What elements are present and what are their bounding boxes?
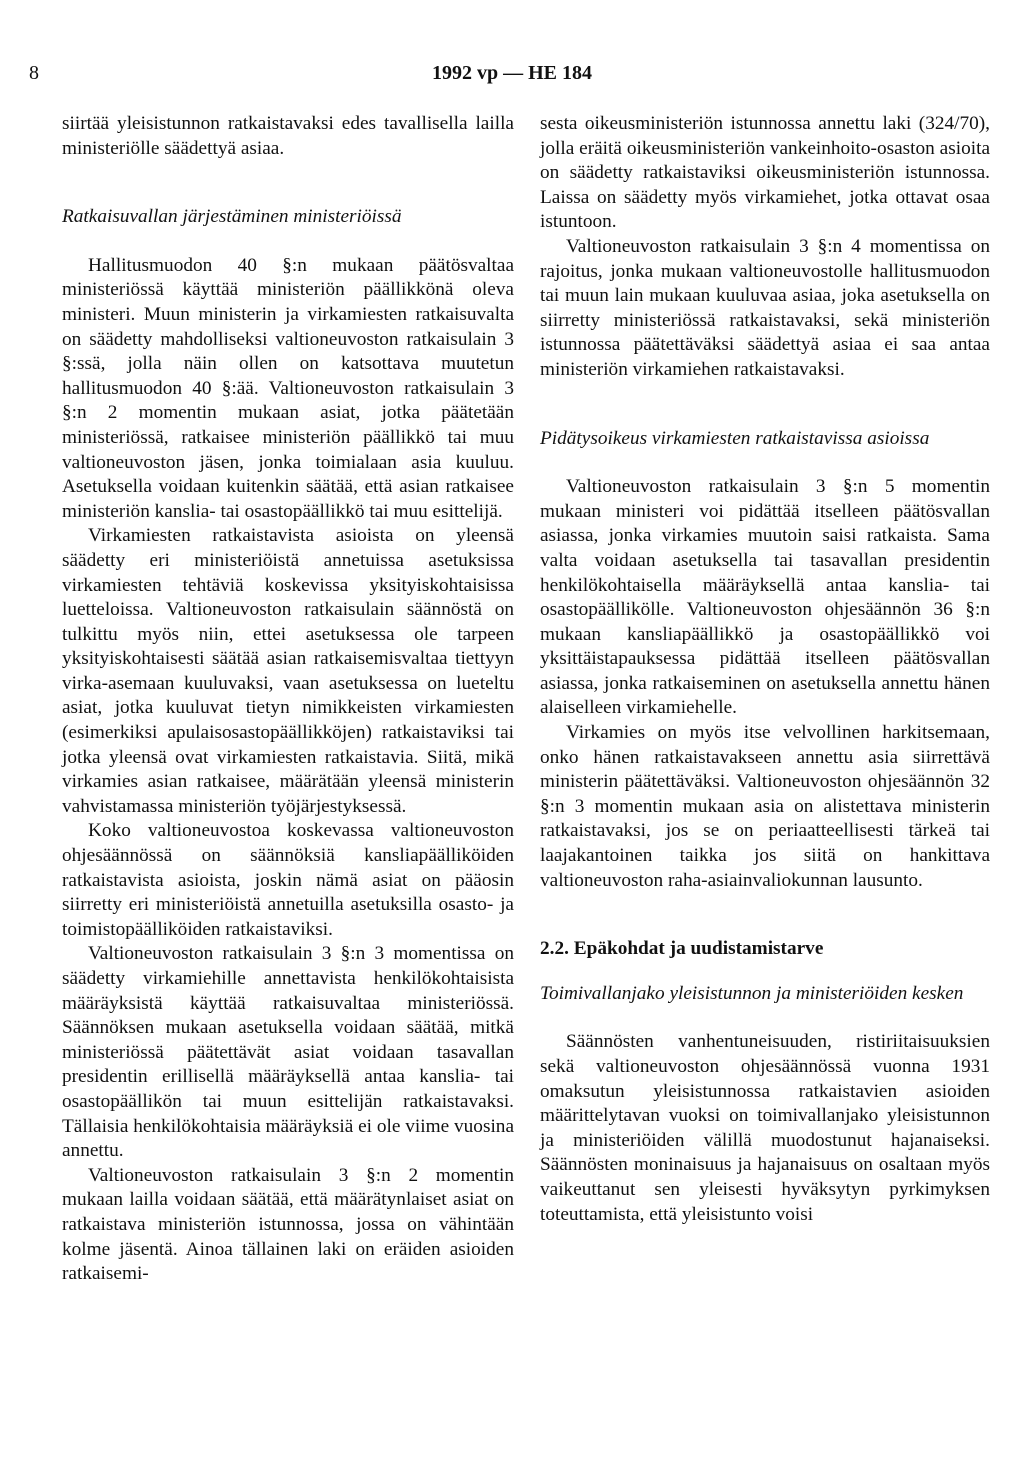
left-column <box>62 112 514 1287</box>
paragraph: Valtioneuvoston ratkaisulain 3 §:n 3 momentissa on säädetty virkamiehille annettavista henkilökohtaisista määräyksistä käyttää ratkaisuvaltaa ministeriössä. Säännöksen mukaan asetuksella voidaan säätää, mitkä ministeriössä päätettävät asiat voidaan tasavallan presidentin erillisellä määräyksellä antaa kanslia- tai osastopäällikön tai muun esittelijän ratkaistavaksi. Tällaisia henkilökohtaisia määräyksiä ei ole viime vuosina annettu. <box>62 943 514 1162</box>
paragraph: Valtioneuvoston ratkaisulain 3 §:n 5 momentin mukaan ministeri voi pidättää itselleen päätösvallan asiassa, jonka virkamies muutoin saisi ratkaista. Sama valta voidaan asetuksella tai tasavallan presidentin henkilökohtaisella määräyksellä antaa kanslia- tai osastopäällikölle. Valtioneuvoston ohjesäännön 36 §:n mukaan kansliapäällikkö ja osastopäällikkö voi yksittäistapauksessa pidättää itselleen päätösvallan asiassa, jonka ratkaiseminen on asetuksella annettu hänen alaiselleen virkamiehelle. <box>540 476 990 719</box>
running-title: 1992 vp — HE 184 <box>431 62 593 84</box>
subheading-decision-power: Ratkaisuvallan järjestäminen ministeriöissä <box>62 206 402 228</box>
section-heading: 2.2. Epäkohdat ja uudistamistarve <box>540 938 824 960</box>
paragraph: Hallitusmuodon 40 §:n mukaan päätösvaltaa ministeriössä käyttää ministeriön päällikkönä oleva ministeri. Muun ministerin ja virkamiesten ratkaisuvalta on säädetty mahdolliseksi valtioneuvoston ratkaisulain 3 §:ssä, jolla näin ollen on katsottava muutetun hallitusmuodon 40 §:ää. Valtioneuvoston ratkaisulain 3 §:n 2 momentin mukaan asiat, jotka päätetään ministeriössä, ratkaisee ministeriön päällikkö tai muu valtioneuvoston jäsen, jonka toimialaan asia kuuluu. Asetuksella voidaan kuitenkin säätää, että asian ratkaisee ministeriön kanslia- tai osastopäällikkö tai muu esittelijä. <box>62 254 514 522</box>
subheading-reservation-right: Pidätysoikeus virkamiesten ratkaistavissa asioissa <box>540 427 930 449</box>
paragraph: Valtioneuvoston ratkaisulain 3 §:n 4 momentissa on rajoitus, jonka mukaan valtioneuvostolle hallitusmuodon tai muun lain mukaan kuuluvaa asiaa, joka asetuksella on siirretty ministeriössä ratkaistavaksi, sekä ministeriön istunnossa päätettäväksi säädettyä asiaa ei saa antaa ministeriön virkamiehen ratkaistavaksi. <box>540 235 990 380</box>
page-number: 8 <box>29 62 39 84</box>
paragraph-continued: sesta oikeusministeriön istunnossa annettu laki (324/70), jolla eräitä oikeusministeriön vankeinhoito-osaston asioita on säädetty ratkaistaviksi oikeusministeriön istunnossa. Laissa on säädetty myös virkamiehet, jotka ottavat osaa istuntoon. <box>540 113 990 233</box>
paragraph: Koko valtioneuvostoa koskevassa valtioneuvoston ohjesäännössä on säännöksiä kansliapäälliköiden ratkaistavista asioista, joskin nämä asiat on pääosin siirretty eri ministeriöistä annetuilla asetuksilla osasto- ja toimistopäälliköiden ratkaistaviksi. <box>62 820 514 940</box>
paragraph: Valtioneuvoston ratkaisulain 3 §:n 2 momentin mukaan lailla voidaan säätää, että määrätynlaiset asiat on ratkaistava ministeriön istunnossa, jossa on vähintään kolme jäsentä. Ainoa tällainen laki on eräiden asioiden ratkaisemi- <box>62 1164 514 1285</box>
page-header <box>0 62 1024 92</box>
paragraph: Säännösten vanhentuneisuuden, ristiriitaisuuksien sekä valtioneuvoston ohjesäännössä vuonna 1931 omaksutun yleisistunnossa ratkaistavien asioiden määrittelytavan vuoksi on toimivallanjako yleisistunnon ja ministeriöiden välillä muodostunut hajanaiseksi. Säännösten moninaisuus ja hajanaisuus on osaltaan myös vaikeuttanut sen yleisesti hyväksytyn pyrkimyksen toteuttamista, että yleisistunto voisi <box>540 1031 990 1225</box>
subheading-division-of-power: Toimivallanjako yleisistunnon ja ministeriöiden kesken <box>540 982 964 1004</box>
paragraph-continued: siirtää yleisistunnon ratkaistavaksi edes tavallisella lailla ministeriölle säädettyä asiaa. <box>62 113 514 159</box>
right-column <box>540 112 990 1227</box>
paragraph: Virkamiesten ratkaistavista asioista on yleensä säädetty eri ministeriöistä annetuissa asetuksissa virkamiesten tehtäviä koskevissa yksityiskohtaisissa luetteloissa. Valtioneuvoston ratkaisulain säännöstä on tulkittu myös niin, ettei asetuksessa ole tarpeen yksityiskohtaisesti säätää asian ratkaisemisvaltaa tiettyyn virka-asemaan kuuluvaksi, vaan asetuksessa on lueteltu asiat, jotka kuuluvat tietyn nimikkeisten virkamiesten (esimerkiksi apulaisosastopäällikköjen) ratkaistaviksi tai jotka yleensä ovat virkamiesten ratkaistavia. Siitä, mikä virkamies asian ratkaisee, määrätään yleensä ministerin vahvistamassa ministeriön työjärjestyksessä. <box>62 525 514 817</box>
paragraph: Virkamies on myös itse velvollinen harkitsemaan, onko hänen ratkaistavakseen annettu asia siirrettävä ministerin päätettäväksi. Valtioneuvoston ohjesäännön 32 §:n 3 momentin mukaan asia on alistettava ministerin ratkaistavaksi, jos se on periaatteellisesti tärkeä tai laajakantoinen taikka jos siitä on hankittava valtioneuvoston raha-asiainvaliokunnan lausunto. <box>540 722 990 891</box>
